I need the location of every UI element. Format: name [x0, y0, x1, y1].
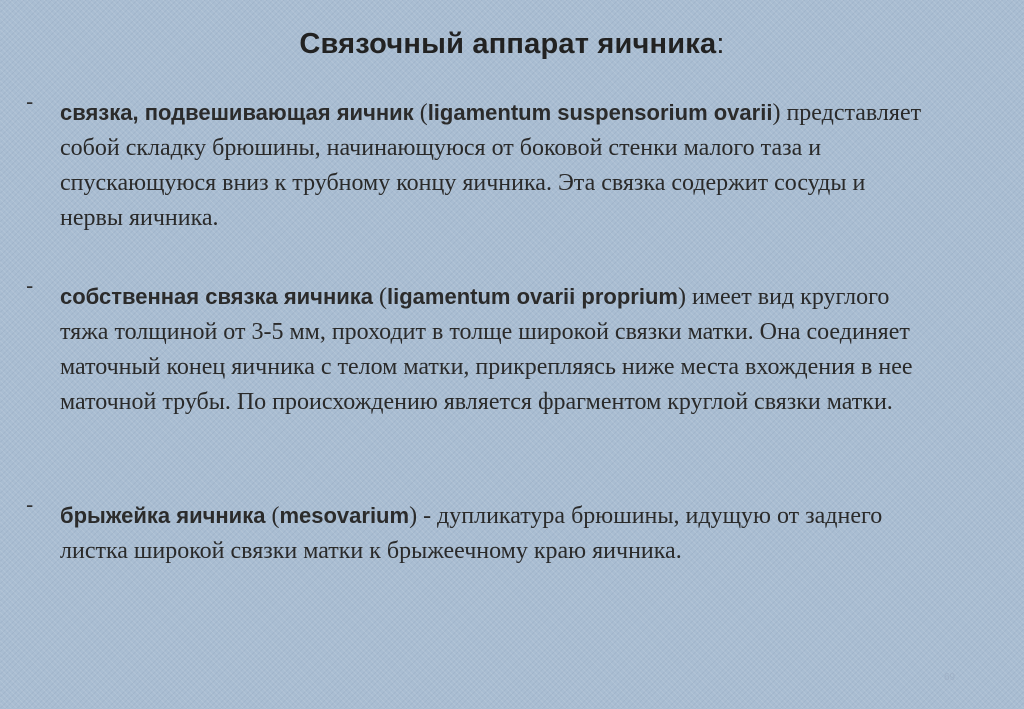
bullet-description: имеет вид круглого тяжа толщиной от 3-5 мм, проходит в толще широкой связки матки. Она соединяет маточный конец яичника с телом матки, прикрепляясь ниже места вхождения в нее маточной трубы. По происхождению является фрагментом круглой связки матки.	[60, 284, 913, 415]
bullet-term: собственная связка яичника	[60, 284, 374, 309]
bullet-term: брыжейка яичника	[60, 503, 266, 528]
bullet-proper-ligament	[26, 273, 926, 420]
bullet-open-paren: (	[265, 503, 280, 529]
bullet-paragraph	[60, 498, 926, 569]
bullet-suspensory-ligament	[26, 89, 926, 236]
bullet-close-paren: )	[677, 284, 686, 310]
bullet-description: представляет собой складку брюшины, начинающуюся от боковой стенки малого таза и спускающуюся вниз к трубному концу яичника. Эта связка содержит сосуды и нервы яичника.	[60, 100, 922, 231]
bullet-term: связка, подвешивающая яичник	[60, 100, 414, 125]
bullet-marker: -	[26, 492, 34, 517]
bullet-latin-term: mesovarium	[279, 503, 410, 528]
bullet-latin-term: ligamentum suspensorium ovarii	[427, 100, 773, 125]
bullet-mesovarium	[26, 492, 926, 569]
bullet-open-paren: (	[413, 100, 428, 126]
bullet-paragraph	[60, 279, 926, 420]
slide-title	[0, 28, 1024, 61]
bullet-marker: -	[26, 89, 34, 114]
page-number: 69	[944, 672, 956, 683]
bullet-close-paren: )	[772, 100, 781, 126]
bullet-description: - дупликатура брюшины, идущую от заднего листка широкой связки матки к брыжеечному краю яичника.	[60, 503, 883, 564]
bullet-latin-term: ligamentum ovarii proprium	[387, 284, 678, 309]
bullet-close-paren: )	[409, 503, 418, 529]
slide-title-text: Связочный аппарат яичника	[299, 28, 717, 60]
slide-title-colon: :	[716, 28, 725, 60]
bullet-marker: -	[26, 273, 34, 298]
bullet-paragraph	[60, 95, 926, 236]
bullet-open-paren: (	[373, 284, 388, 310]
